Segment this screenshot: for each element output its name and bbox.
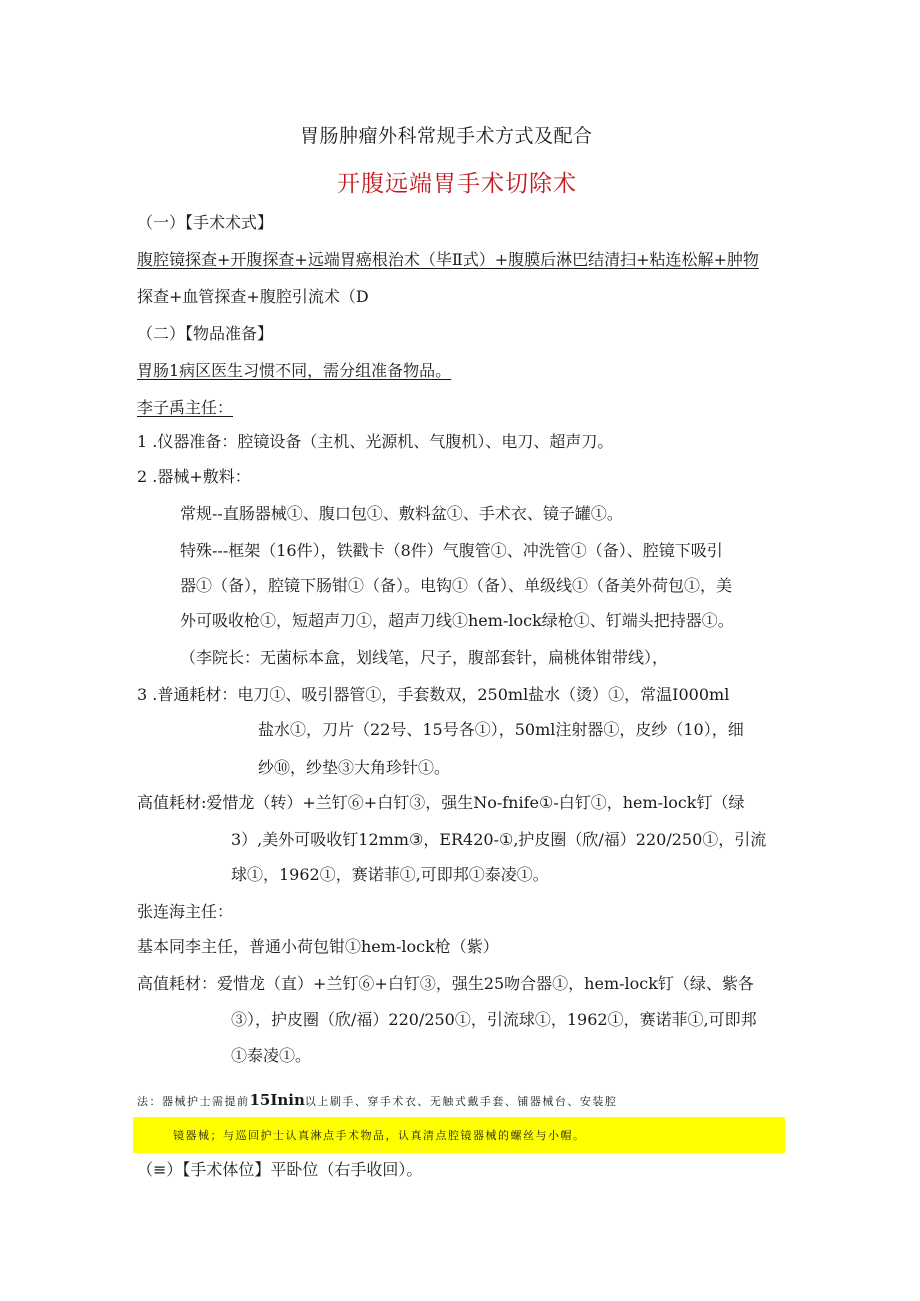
section-2-heading: （二）【物品准备】: [137, 324, 274, 343]
section-1-heading: （一）【手术术式】: [137, 213, 274, 232]
li-item-2-dean-note: （李院长：无菌标本盒，划线笔，尺子，腹部套针，扁桃体钳带线），: [180, 648, 669, 667]
li-high-value-3: 球①，1962①，赛诺菲①,可即邦①泰凌①。: [231, 865, 549, 884]
li-item-2-special-1: 特殊---框架（16件），铁戳卡（8件）气腹管①、冲洗管①（备）、腔镜下吸引: [180, 541, 723, 560]
section-3-position: （≡）【手术体位】平卧位（右手收回）。: [137, 1160, 423, 1179]
zhang-high-value-2: ③），护皮圈（欣/福）220/250①，引流球①，1962①，赛诺菲①,可即邦: [231, 1010, 757, 1029]
scrub-nurse-note-line-2: 镜器械；与巡回护士认真淋点手术物品，认真清点腔镜器械的螺丝与小帽。: [173, 1129, 586, 1142]
li-item-2-special-3: 外可吸收枪①，短超声刀①，超声刀线①hem-lock绿枪①、钉端头把持器①。: [180, 611, 734, 630]
li-item-1: 1 .仪器准备：腔镜设备（主机、光源机、气腹机）、电刀、超声刀。: [137, 432, 614, 451]
scrub-nurse-note-line-1: [137, 1088, 617, 1114]
document-subtitle: 开腹远端胃手术切除术: [337, 171, 577, 197]
li-high-value-1: 高值耗材:爱惜龙（转）+兰钉⑥+白钉③，强生No-fnife①-白钉①，hem-lock钉（绿: [137, 793, 745, 812]
li-item-3-line-1: 3 .普通耗材：电刀①、吸引器管①，手套数双，250ml盐水（烫）①，常温I000ml: [137, 685, 730, 704]
note-text-c: 以上刷手、穿手术衣、无触式戴手套、铺器械台、安装腔: [304, 1095, 618, 1108]
zhang-high-value-3: ①泰凌①。: [231, 1046, 312, 1065]
li-item-3-line-3: 纱⑩，纱垫③大角珍针①。: [258, 758, 451, 777]
procedure-line-2: 探查+血管探查+腹腔引流术（D: [137, 287, 369, 306]
director-zhang-name: 张连海主任：: [137, 902, 234, 921]
section-2-intro: 胃肠1病区医生习惯不同，需分组准备物品。: [137, 361, 452, 380]
procedure-line-1: 腹腔镜探查+开腹探查+远端胃癌根治术（毕Ⅱ式）+腹膜后淋巴结清扫+粘连松解+肿物: [137, 250, 759, 269]
note-text-a: 法：器械护士需提前: [137, 1095, 250, 1108]
li-item-2-special-2: 器①（备），腔镜下肠钳①（备）。电钩①（备）、单级线①（备美外荷包①，美: [180, 576, 733, 595]
li-high-value-2: 3）,美外可吸收钉12mm③，ER420-①,护皮圈（欣/福）220/250①，引流: [231, 830, 767, 849]
li-item-3-line-2: 盐水①，刀片（22号、15号各①），50ml注射器①，皮纱（10），细: [258, 720, 744, 739]
zhang-high-value-1: 高值耗材：爱惜龙（直）+兰钉⑥+白钉③，强生25吻合器①，hem-lock钉（绿、紫各: [137, 974, 754, 993]
note-time: 15Inin: [249, 1091, 305, 1109]
li-item-2: 2 .器械+敷料：: [137, 467, 251, 486]
director-li-name: 李子禹主任：: [137, 398, 234, 417]
document-title: 胃肠肿瘤外科常规手术方式及配合: [300, 125, 593, 147]
zhang-basic: 基本同李主任，普通小荷包钳①hem-lock枪（紫）: [137, 937, 499, 956]
li-item-2-routine: 常规--直肠器械①、腹口包①、敷料盆①、手术衣、镜子罐①。: [180, 504, 623, 523]
